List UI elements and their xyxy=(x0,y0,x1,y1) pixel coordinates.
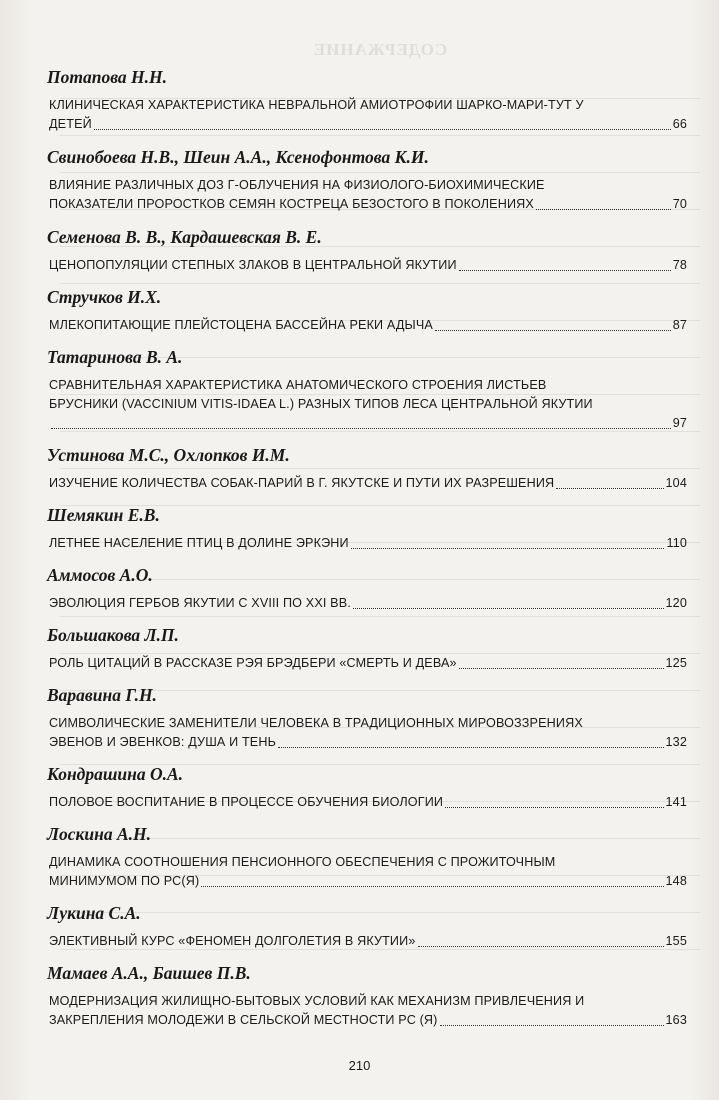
toc-author: Большакова Л.П. xyxy=(47,625,179,645)
toc-author: Лукина С.А. xyxy=(47,903,141,923)
toc-entry[interactable] xyxy=(49,564,687,613)
toc-leader-line xyxy=(49,316,687,335)
toc-title-line: РОЛЬ ЦИТАЦИЙ В РАССКАЗЕ РЭЯ БРЭДБЕРИ «СМЕРТЬ И ДЕВА» xyxy=(49,656,457,670)
toc-page-number: 132 xyxy=(665,735,687,749)
toc-leader-line xyxy=(49,654,687,673)
dot-leader xyxy=(536,209,671,210)
toc-title-line: СРАВНИТЕЛЬНАЯ ХАРАКТЕРИСТИКА АНАТОМИЧЕСКОГО СТРОЕНИЯ ЛИСТЬЕВ xyxy=(49,378,547,392)
toc-page-number: 120 xyxy=(665,596,687,610)
toc-entry[interactable] xyxy=(49,444,687,493)
toc-title-line: ЗАКРЕПЛЕНИЯ МОЛОДЕЖИ В СЕЛЬСКОЙ МЕСТНОСТИ РС (Я) xyxy=(49,1013,438,1027)
toc-page-number: 66 xyxy=(672,117,687,131)
toc-title xyxy=(49,853,687,891)
toc-page-number: 70 xyxy=(672,197,687,211)
toc-entry[interactable] xyxy=(49,286,687,335)
page-number: 210 xyxy=(348,1058,371,1073)
dot-leader xyxy=(459,668,664,669)
toc-entry[interactable] xyxy=(49,763,687,812)
toc-title xyxy=(49,96,687,134)
toc-author: Свинобоева Н.В., Шеин А.А., Ксенофонтова К.И. xyxy=(47,147,429,167)
dot-leader xyxy=(51,428,671,429)
toc-author: Устинова М.С., Охлопков И.М. xyxy=(47,445,290,465)
table-of-contents xyxy=(49,66,687,1041)
toc-title xyxy=(49,793,687,812)
dot-leader xyxy=(278,747,664,748)
dot-leader xyxy=(351,548,665,549)
toc-leader-line xyxy=(49,733,687,752)
toc-title xyxy=(49,654,687,673)
toc-title xyxy=(49,932,687,951)
toc-entry[interactable] xyxy=(49,146,687,214)
toc-page-number: 78 xyxy=(672,258,687,272)
toc-author: Лоскина А.Н. xyxy=(47,824,152,844)
toc-title xyxy=(49,594,687,613)
dot-leader xyxy=(459,270,671,271)
toc-entry[interactable] xyxy=(49,684,687,752)
toc-leader-line xyxy=(49,256,687,275)
toc-entry[interactable] xyxy=(49,226,687,275)
toc-title-line: ЭЛЕКТИВНЫЙ КУРС «ФЕНОМЕН ДОЛГОЛЕТИЯ В ЯКУТИИ» xyxy=(49,934,416,948)
toc-title-line: ЭВЕНОВ И ЭВЕНКОВ: ДУША И ТЕНЬ xyxy=(49,735,276,749)
toc-title xyxy=(49,474,687,493)
toc-page-number: 87 xyxy=(672,318,687,332)
toc-title-line: ДЕТЕЙ xyxy=(49,117,92,131)
toc-title-line: ДИНАМИКА СООТНОШЕНИЯ ПЕНСИОННОГО ОБЕСПЕЧЕНИЯ С ПРОЖИТОЧНЫМ xyxy=(49,855,556,869)
dot-leader xyxy=(556,488,663,489)
toc-leader-line xyxy=(49,534,687,553)
toc-title-line: ПОКАЗАТЕЛИ ПРОРОСТКОВ СЕМЯН КОСТРЕЦА БЕЗОСТОГО В ПОКОЛЕНИЯХ xyxy=(49,197,534,211)
dot-leader xyxy=(418,946,664,947)
toc-entry[interactable] xyxy=(49,823,687,891)
toc-title-line: ЛЕТНЕЕ НАСЕЛЕНИЕ ПТИЦ В ДОЛИНЕ ЭРКЭНИ xyxy=(49,536,349,550)
toc-title xyxy=(49,534,687,553)
toc-title-line: СИМВОЛИЧЕСКИЕ ЗАМЕНИТЕЛИ ЧЕЛОВЕКА В ТРАДИЦИОННЫХ МИРОВОЗЗРЕНИЯХ xyxy=(49,716,583,730)
toc-author: Шемякин Е.В. xyxy=(47,505,160,525)
toc-entry[interactable] xyxy=(49,962,687,1030)
toc-title-line: МЛЕКОПИТАЮЩИЕ ПЛЕЙСТОЦЕНА БАССЕЙНА РЕКИ АДЫЧА xyxy=(49,318,433,332)
toc-leader-line xyxy=(49,932,687,951)
toc-author: Аммосов А.О. xyxy=(47,565,153,585)
toc-title-line: МИНИМУМОМ ПО РС(Я) xyxy=(49,874,200,888)
ghost-heading: СОДЕРЖАНИЕ xyxy=(312,40,448,59)
toc-author: Варавина Г.Н. xyxy=(47,685,157,705)
dot-leader xyxy=(201,886,663,887)
toc-leader-line xyxy=(49,414,687,433)
toc-title-line: КЛИНИЧЕСКАЯ ХАРАКТЕРИСТИКА НЕВРАЛЬНОЙ АМИОТРОФИИ ШАРКО-МАРИ-ТУТ У xyxy=(49,98,584,112)
toc-leader-line xyxy=(49,474,687,493)
toc-page-number: 104 xyxy=(665,476,687,490)
toc-title xyxy=(49,992,687,1030)
toc-leader-line xyxy=(49,793,687,812)
toc-leader-line xyxy=(49,115,687,134)
toc-page-number: 155 xyxy=(665,934,687,948)
toc-title xyxy=(49,714,687,752)
toc-author: Потапова Н.Н. xyxy=(47,67,168,87)
toc-page-number: 141 xyxy=(665,795,687,809)
toc-page-number: 110 xyxy=(666,536,687,550)
toc-title-line: ЭВОЛЮЦИЯ ГЕРБОВ ЯКУТИИ С XVIII ПО XXI ВВ. xyxy=(49,596,351,610)
toc-title-line: ЦЕНОПОПУЛЯЦИИ СТЕПНЫХ ЗЛАКОВ В ЦЕНТРАЛЬНОЙ ЯКУТИИ xyxy=(49,258,457,272)
toc-page-number: 97 xyxy=(672,416,687,430)
toc-entry[interactable] xyxy=(49,66,687,134)
toc-author: Стручков И.Х. xyxy=(47,287,162,307)
toc-entry[interactable] xyxy=(49,504,687,553)
toc-author: Мамаев А.А., Баишев П.В. xyxy=(47,963,251,983)
toc-entry[interactable] xyxy=(49,346,687,433)
toc-author: Татаринова В. А. xyxy=(47,347,183,367)
toc-author: Семенова В. В., Кардашевская В. Е. xyxy=(47,227,322,247)
dot-leader xyxy=(353,608,664,609)
dot-leader xyxy=(440,1025,664,1026)
toc-leader-line xyxy=(49,872,687,891)
toc-page-number: 163 xyxy=(665,1013,687,1027)
toc-title xyxy=(49,376,687,433)
toc-leader-line xyxy=(49,195,687,214)
toc-leader-line xyxy=(49,1011,687,1030)
toc-author: Кондрашина О.А. xyxy=(47,764,184,784)
toc-title xyxy=(49,256,687,275)
toc-title-line: ИЗУЧЕНИЕ КОЛИЧЕСТВА СОБАК-ПАРИЙ В Г. ЯКУТСКЕ И ПУТИ ИХ РАЗРЕШЕНИЯ xyxy=(49,476,555,490)
toc-entry[interactable] xyxy=(49,902,687,951)
toc-title-line: ПОЛОВОЕ ВОСПИТАНИЕ В ПРОЦЕССЕ ОБУЧЕНИЯ БИОЛОГИИ xyxy=(49,795,444,809)
toc-title xyxy=(49,316,687,335)
toc-title-line: МОДЕРНИЗАЦИЯ ЖИЛИЩНО-БЫТОВЫХ УСЛОВИЙ КАК МЕХАНИЗМ ПРИВЛЕЧЕНИЯ И xyxy=(49,994,585,1008)
toc-page-number: 148 xyxy=(665,874,687,888)
dot-leader xyxy=(445,807,663,808)
toc-title-line: БРУСНИКИ (VACCINIUM VITIS-IDAEA L.) РАЗНЫХ ТИПОВ ЛЕСА ЦЕНТРАЛЬНОЙ ЯКУТИИ xyxy=(49,397,593,411)
toc-title xyxy=(49,176,687,214)
toc-entry[interactable] xyxy=(49,624,687,673)
dot-leader xyxy=(435,330,671,331)
toc-leader-line xyxy=(49,594,687,613)
dot-leader xyxy=(94,129,671,130)
toc-page-number: 125 xyxy=(665,656,687,670)
toc-title-line: ВЛИЯНИЕ РАЗЛИЧНЫХ ДОЗ Γ-ОБЛУЧЕНИЯ НА ФИЗИОЛОГО-БИОХИМИЧЕСКИЕ xyxy=(49,178,545,192)
